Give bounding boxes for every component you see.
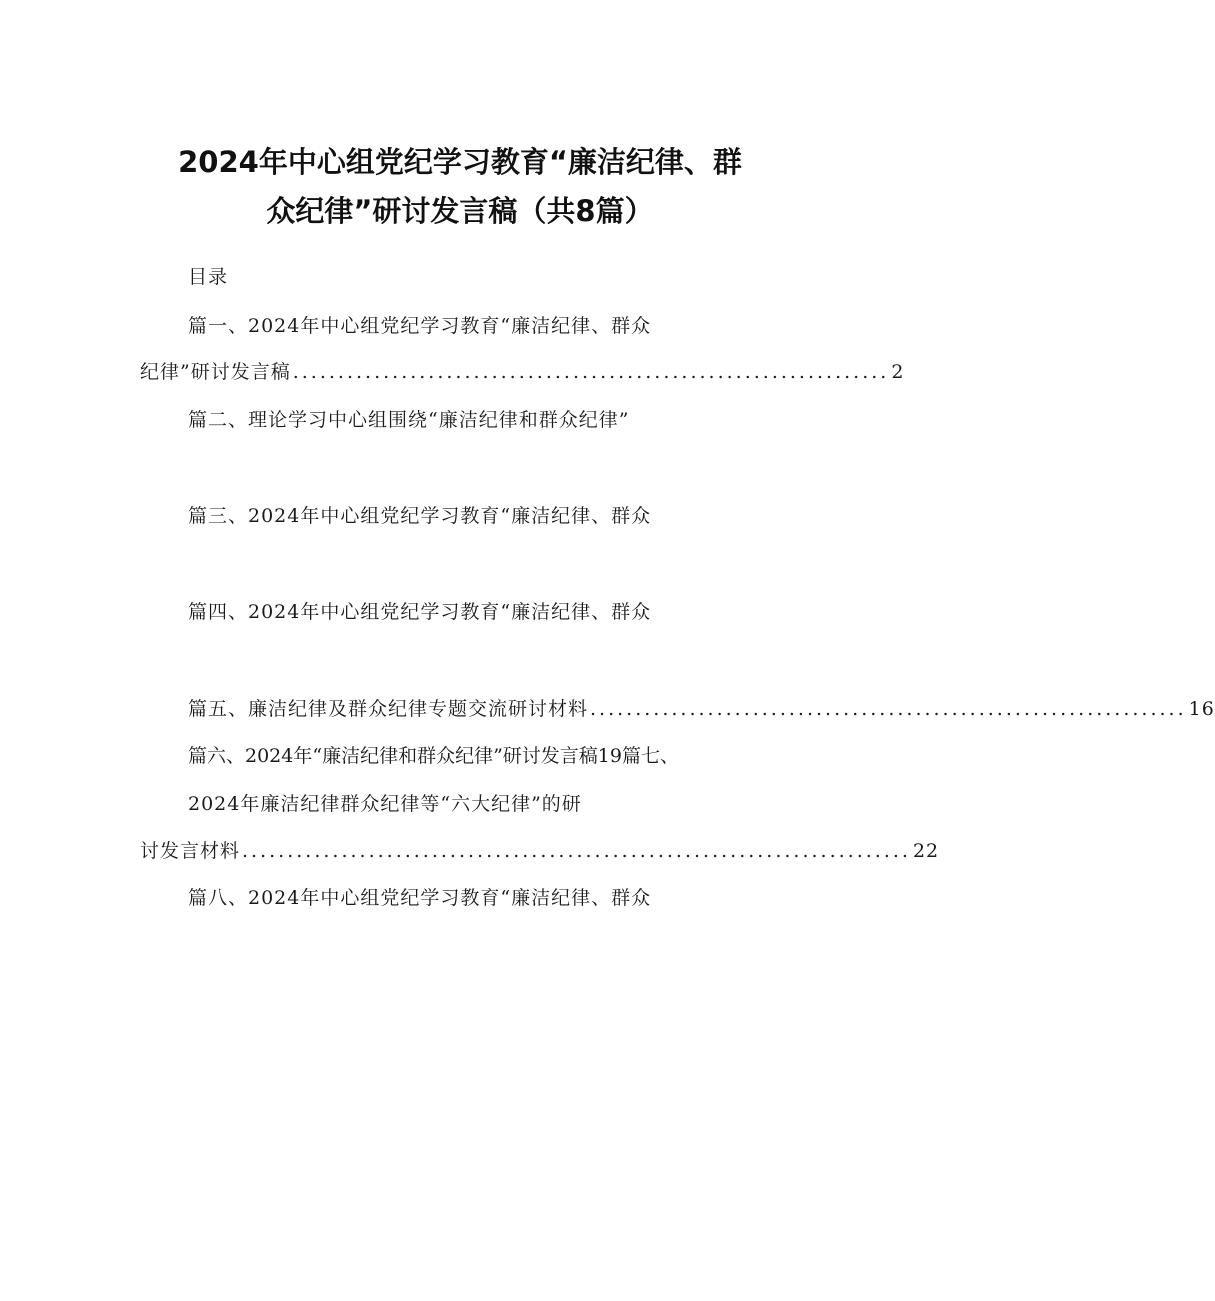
- toc-leader-dots: ..................................................................: [590, 698, 1187, 720]
- document-title-line-2: 众纪律”研讨发言稿（共8篇）: [266, 194, 654, 228]
- toc-entry-3[interactable]: 篇三、2024年中心组党纪学习教育“廉洁纪律、群众: [188, 505, 652, 527]
- toc-entry-7-line-2[interactable]: [140, 836, 940, 863]
- toc-entry-2[interactable]: 篇二、理论学习中心组围绕“廉洁纪律和群众纪律”: [188, 409, 630, 431]
- toc-entry-1-text: 纪律”研讨发言稿: [140, 361, 291, 383]
- toc-entry-7-text: 讨发言材料: [140, 840, 241, 862]
- toc-entry-1-line-1[interactable]: 篇一、2024年中心组党纪学习教育“廉洁纪律、群众: [188, 315, 652, 337]
- toc-entry-4[interactable]: 篇四、2024年中心组党纪学习教育“廉洁纪律、群众: [188, 601, 652, 623]
- toc-entry-5[interactable]: [188, 694, 1215, 721]
- toc-leader-dots: ..................................................................: [292, 361, 890, 383]
- toc-entry-1-line-2[interactable]: [140, 357, 905, 384]
- toc-entry-5-text: 篇五、廉洁纪律及群众纪律专题交流研讨材料: [188, 698, 589, 720]
- toc-entry-7-line-1[interactable]: 2024年廉洁纪律群众纪律等“六大纪律”的研: [188, 793, 582, 815]
- document-title-line-1: 2024年中心组党纪学习教育“廉洁纪律、群: [178, 145, 742, 179]
- toc-entry-1-page: 2: [891, 361, 905, 383]
- toc-heading: 目录: [188, 266, 229, 288]
- toc-leader-dots: ..........................................................................: [242, 840, 911, 862]
- toc-entry-5-page: 16: [1188, 698, 1215, 720]
- toc-entry-7-page: 22: [912, 840, 940, 862]
- toc-entry-6-line-1[interactable]: 篇六、2024年“廉洁纪律和群众纪律”研讨发言稿19篇七、: [188, 745, 679, 767]
- toc-entry-8[interactable]: 篇八、2024年中心组党纪学习教育“廉洁纪律、群众: [188, 887, 652, 909]
